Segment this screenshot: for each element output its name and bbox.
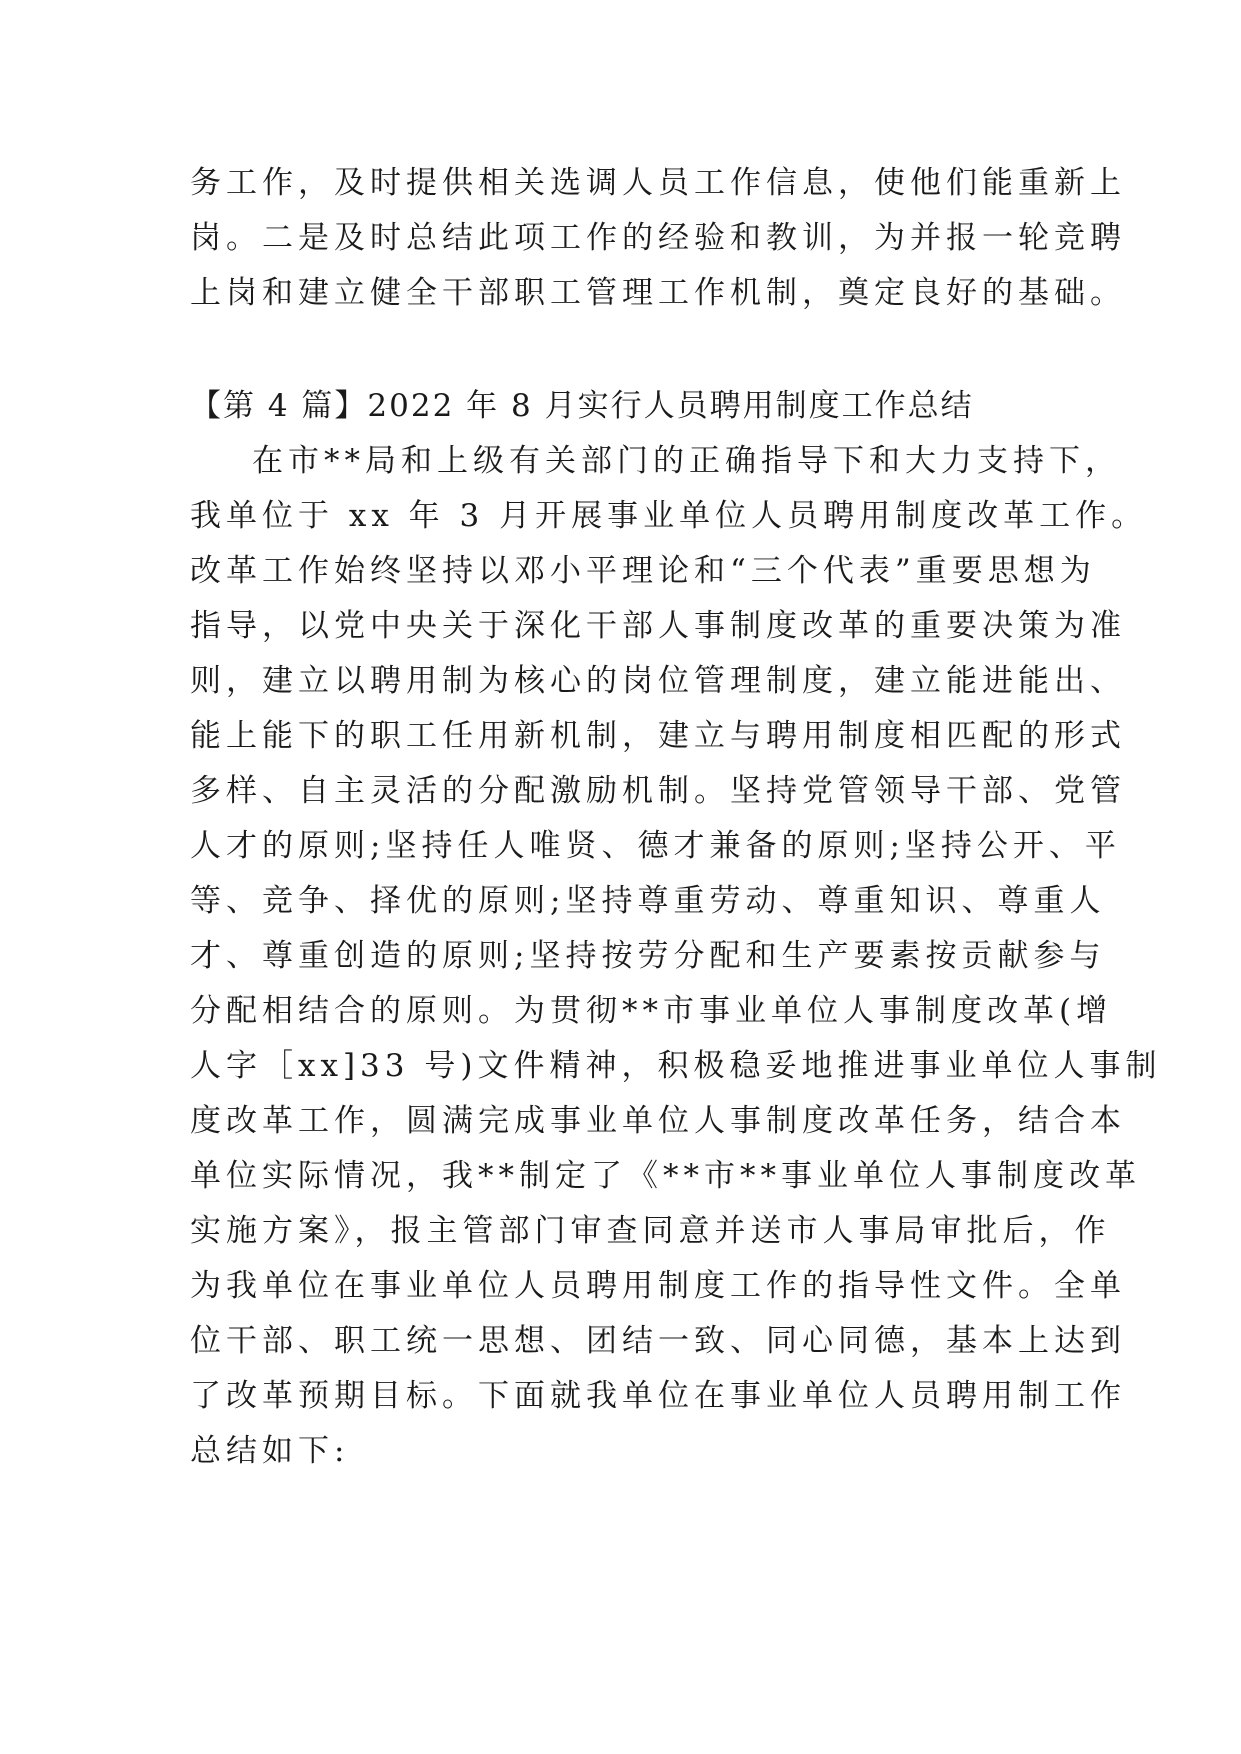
paragraph-line-14: 单位实际情况，我**制定了《**市**事业单位人事制度改革 [190, 1158, 1141, 1194]
paragraph-line-8: 人才的原则;坚持任人唯贤、德才兼备的原则;坚持公开、平 [190, 828, 1121, 864]
paragraph-line-2: 我单位于 xx 年 3 月开展事业单位人员聘用制度改革工作。 [190, 498, 1148, 534]
paragraph-line-12: 人字［xx]33 号)文件精神，积极稳妥地推进事业单位人事制 [190, 1048, 1162, 1084]
paragraph-line-10: 才、尊重创造的原则;坚持按劳分配和生产要素按贡献参与 [190, 938, 1106, 974]
paragraph-line-6: 能上能下的职工任用新机制，建立与聘用制度相匹配的形式 [190, 718, 1126, 754]
paragraph-line-17: 位干部、职工统一思想、团结一致、同心同德，基本上达到 [190, 1323, 1126, 1359]
paragraph-line-16: 为我单位在事业单位人员聘用制度工作的指导性文件。全单 [190, 1268, 1126, 1304]
continuation-line-3: 上岗和建立健全干部职工管理工作机制，奠定良好的基础。 [190, 275, 1126, 311]
paragraph-line-1: 在市**局和上级有关部门的正确指导下和大力支持下， [252, 443, 1121, 479]
section-heading: 【第 4 篇】2022 年 8 月实行人员聘用制度工作总结 [190, 388, 974, 424]
paragraph-line-9: 等、竞争、择优的原则;坚持尊重劳动、尊重知识、尊重人 [190, 883, 1106, 919]
paragraph-line-13: 度改革工作，圆满完成事业单位人事制度改革任务，结合本 [190, 1103, 1126, 1139]
paragraph-line-19: 总结如下: [190, 1433, 350, 1469]
paragraph-line-18: 了改革预期目标。下面就我单位在事业单位人员聘用制工作 [190, 1378, 1126, 1414]
paragraph-line-11: 分配相结合的原则。为贯彻**市事业单位人事制度改革(增 [190, 993, 1113, 1029]
paragraph-line-4: 指导，以党中央关于深化干部人事制度改革的重要决策为准 [190, 608, 1126, 644]
paragraph-line-7: 多样、自主灵活的分配激励机制。坚持党管领导干部、党管 [190, 773, 1126, 809]
continuation-line-2: 岗。二是及时总结此项工作的经验和教训，为并报一轮竞聘 [190, 220, 1126, 256]
paragraph-line-3: 改革工作始终坚持以邓小平理论和“三个代表”重要思想为 [190, 553, 1096, 589]
paragraph-line-5: 则，建立以聘用制为核心的岗位管理制度，建立能进能出、 [190, 663, 1126, 699]
continuation-line-1: 务工作，及时提供相关选调人员工作信息，使他们能重新上 [190, 165, 1126, 201]
paragraph-line-15: 实施方案》，报主管部门审查同意并送市人事局审批后，作 [190, 1213, 1111, 1249]
